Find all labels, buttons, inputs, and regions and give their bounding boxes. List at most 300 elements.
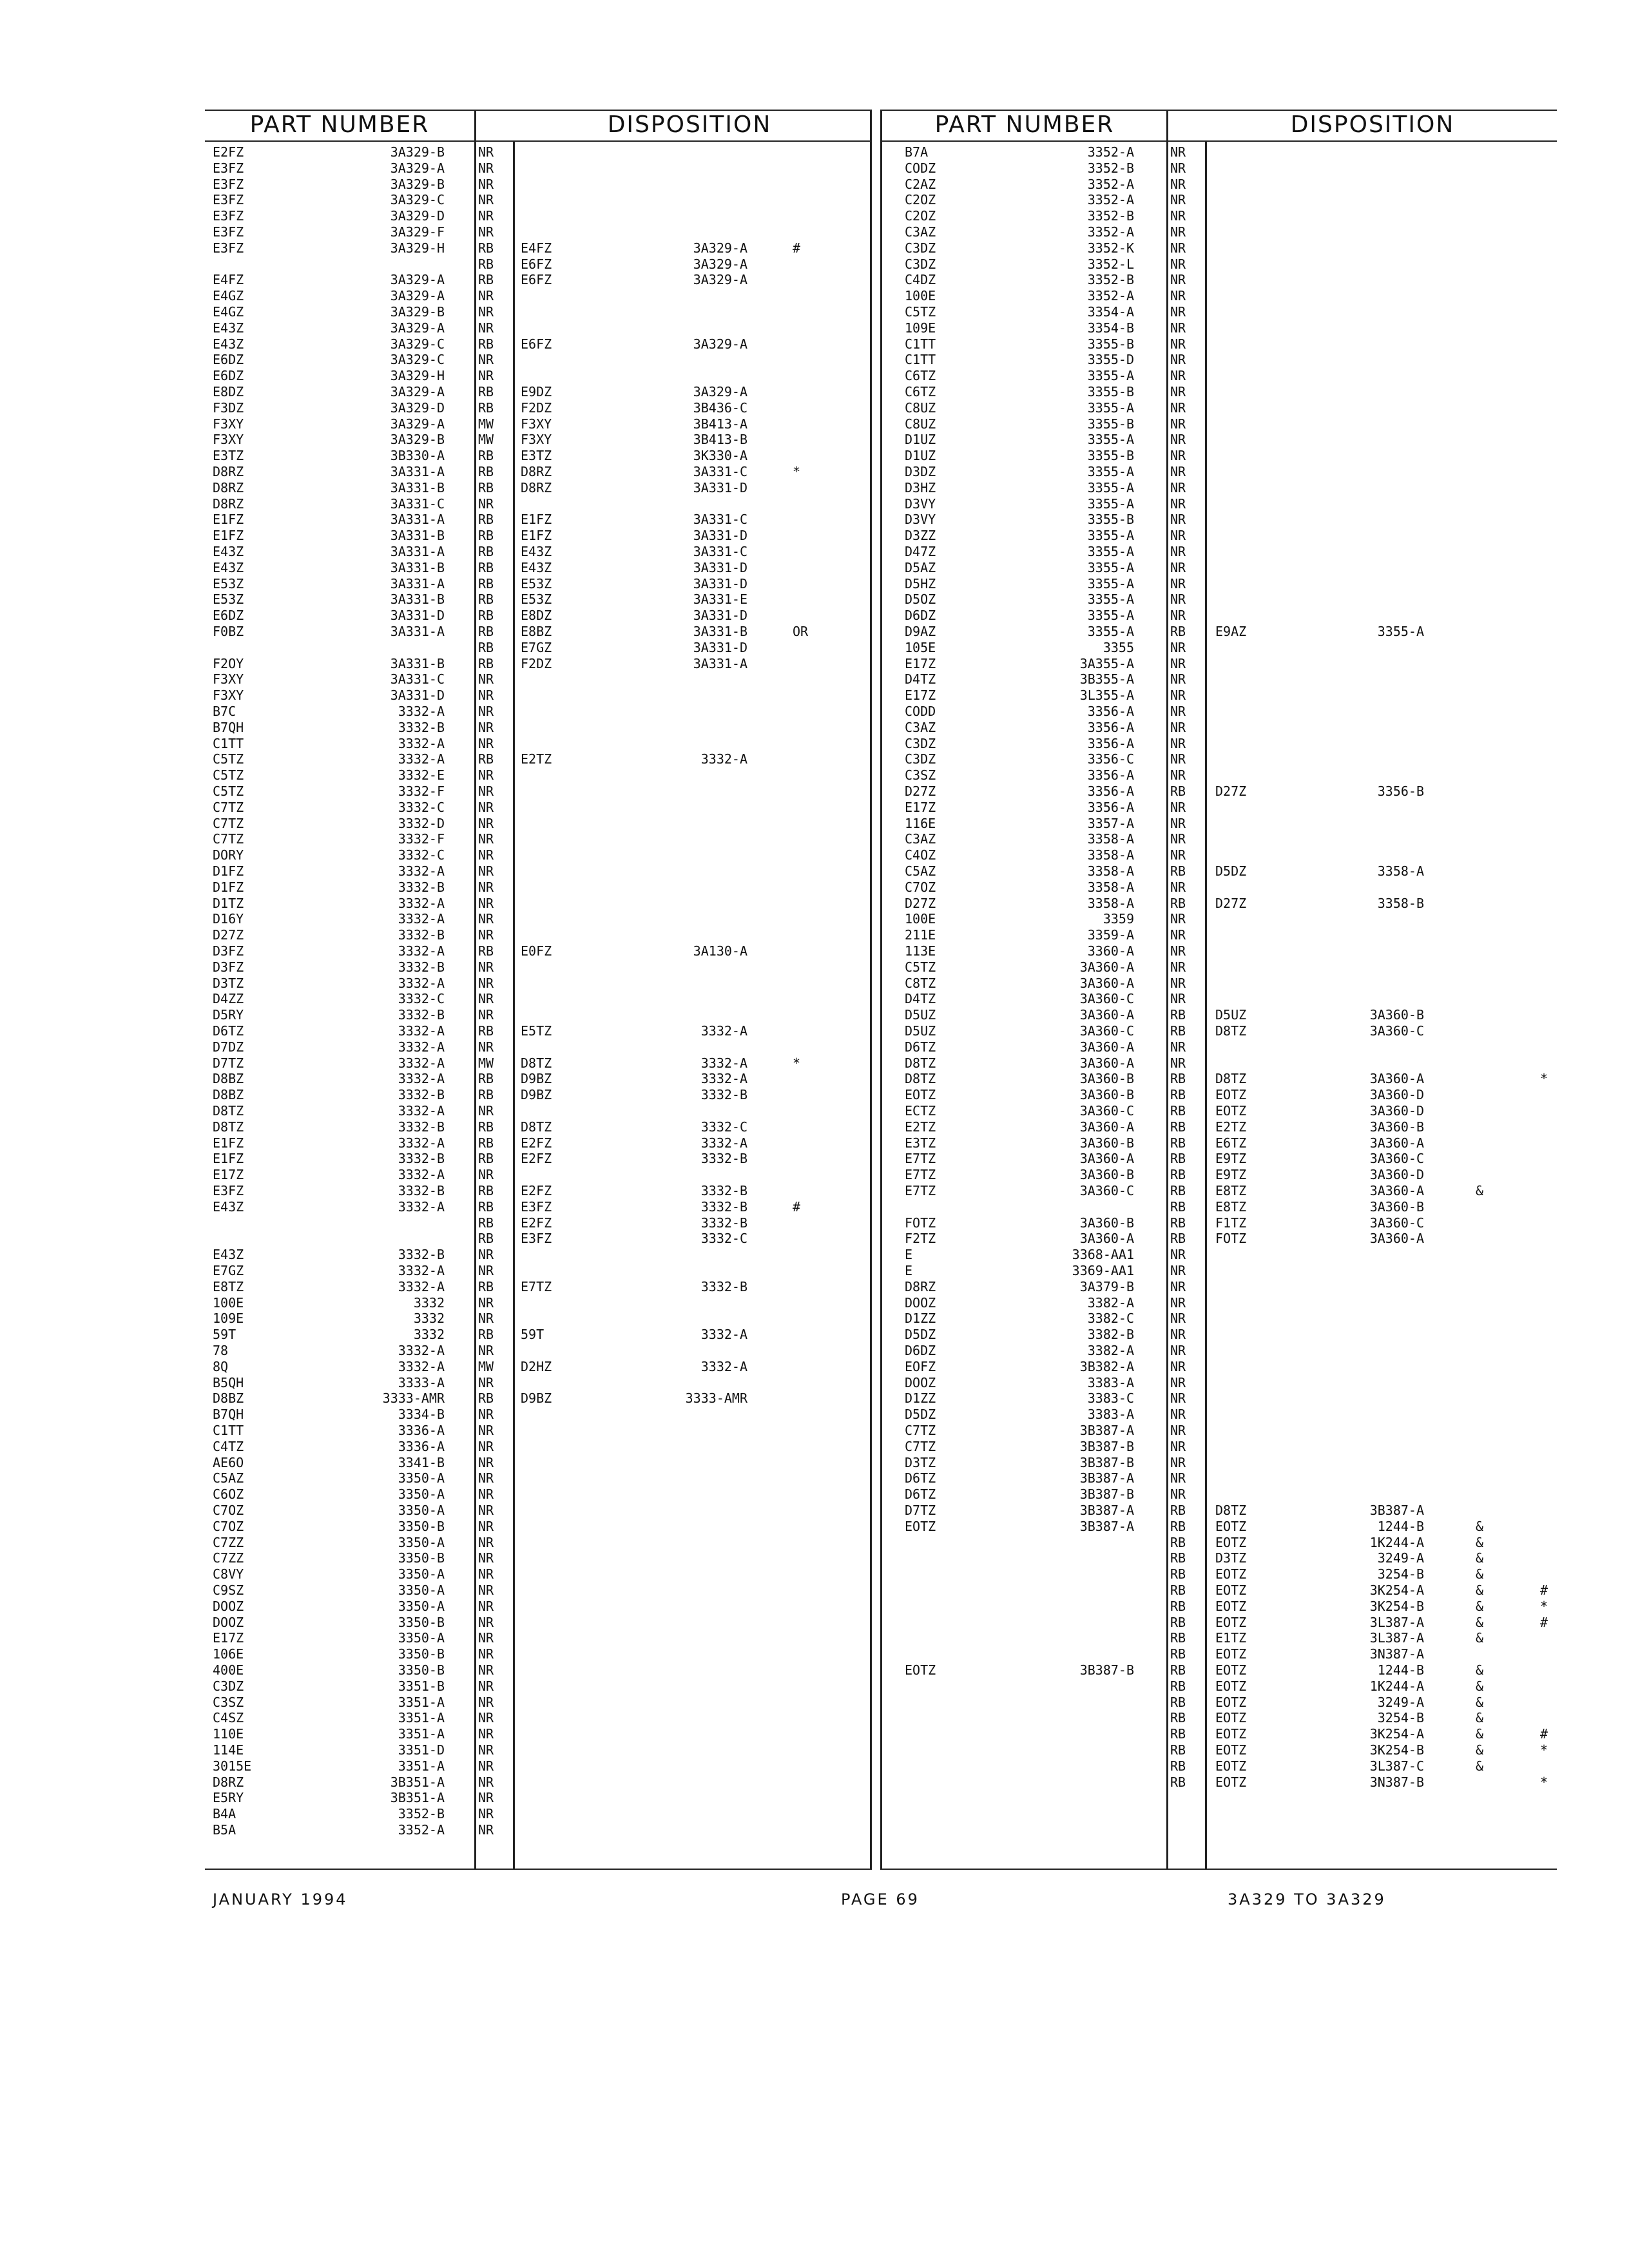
disp-code: RB <box>478 479 494 495</box>
disp-code: NR <box>478 1311 494 1327</box>
disp-code: NR <box>478 687 494 704</box>
disp-code: RB <box>1170 1566 1186 1582</box>
disp-code: MW <box>478 416 494 432</box>
new-base: 1244-B <box>1377 1662 1424 1678</box>
disp-code: NR <box>478 1470 494 1486</box>
part-prefix: 110E <box>213 1726 244 1742</box>
part-base: 3B387-B <box>1079 1438 1134 1454</box>
part-base: 3A331-D <box>390 608 445 624</box>
table-row <box>0 544 1629 559</box>
part-prefix: D3VY <box>905 495 936 512</box>
footer-date: JANUARY 1994 <box>213 1890 348 1908</box>
part-base: 3A360-A <box>1079 1039 1134 1055</box>
disp-code: NR <box>478 1646 494 1662</box>
part-base: 3369-AA1 <box>1072 1263 1134 1278</box>
note-mark: * <box>793 464 801 479</box>
new-base: 3A329-A <box>693 384 747 399</box>
disp-code: NR <box>478 144 494 160</box>
disp-code: NR <box>478 368 494 384</box>
part-prefix: C4SZ <box>213 1710 244 1726</box>
disp-code: NR <box>1170 288 1186 304</box>
disp-code: NR <box>478 304 494 320</box>
part-prefix: E43Z <box>213 544 244 559</box>
part-base: 3332-A <box>398 863 445 879</box>
table-row <box>0 1279 1629 1294</box>
part-prefix: C5TZ <box>213 751 244 767</box>
part-base: 3383-A <box>1087 1407 1134 1423</box>
new-prefix: EOTZ <box>1215 1646 1247 1662</box>
new-base: 3332-B <box>700 1183 747 1198</box>
part-base: 3332 <box>413 1294 445 1311</box>
disp-code: NR <box>1170 815 1186 831</box>
disp-code: NR <box>478 1742 494 1758</box>
new-prefix: D8TZ <box>521 1055 552 1071</box>
table-row <box>0 400 1629 416</box>
part-prefix: C1TT <box>213 1423 244 1438</box>
part-prefix: F2TZ <box>905 1231 936 1247</box>
disp-code: NR <box>478 160 494 176</box>
part-prefix: E <box>905 1263 913 1278</box>
part-base: 3A360-B <box>1079 1215 1134 1231</box>
part-base: 3B382-A <box>1079 1358 1134 1374</box>
disp-code: RB <box>1170 1087 1186 1103</box>
disp-code: NR <box>1170 512 1186 528</box>
table-row <box>0 1007 1629 1023</box>
disp-code: RB <box>478 1119 494 1135</box>
disp-code: NR <box>1170 432 1186 448</box>
part-base: 3A329-A <box>390 160 445 176</box>
part-base: 3332-D <box>398 815 445 831</box>
new-prefix: EOTZ <box>1215 1518 1247 1534</box>
part-prefix: F3XY <box>213 687 244 704</box>
new-prefix: EOTZ <box>1215 1774 1247 1790</box>
new-base: 3K254-A <box>1369 1582 1424 1598</box>
disp-code: NR <box>1170 655 1186 671</box>
new-prefix: E1FZ <box>521 512 552 528</box>
part-base: 3355-A <box>1087 608 1134 624</box>
disp-code: NR <box>478 1103 494 1119</box>
part-prefix: D27Z <box>905 895 936 911</box>
disp-code: NR <box>1170 911 1186 927</box>
disp-code: NR <box>1170 1263 1186 1278</box>
part-prefix: C1TT <box>905 352 936 368</box>
part-prefix: B7QH <box>213 719 244 735</box>
new-prefix: D5DZ <box>1215 863 1247 879</box>
part-base: 3A360-B <box>1079 1135 1134 1151</box>
part-prefix: 100E <box>213 1294 244 1311</box>
disp-code: RB <box>478 624 494 639</box>
part-prefix: D5UZ <box>905 1023 936 1039</box>
disp-code: NR <box>478 927 494 943</box>
part-prefix: C2OZ <box>905 192 936 208</box>
disp-code: NR <box>1170 704 1186 719</box>
disp-code: RB <box>478 1327 494 1343</box>
part-prefix: E43Z <box>213 320 244 336</box>
part-base: 3332-A <box>398 943 445 959</box>
disp-code: NR <box>478 208 494 224</box>
part-base: 3332-A <box>398 1358 445 1374</box>
part-prefix: D8RZ <box>905 1278 936 1294</box>
disp-code: NR <box>478 1518 494 1534</box>
part-base: 3A331-A <box>390 544 445 559</box>
part-prefix: 114E <box>213 1742 244 1758</box>
disp-code: RB <box>478 528 494 544</box>
part-prefix: E3FZ <box>213 1183 244 1198</box>
part-prefix: 59T <box>213 1327 236 1343</box>
part-base: 3332-A <box>398 704 445 719</box>
part-base: 3A360-A <box>1079 1231 1134 1247</box>
disp-code: NR <box>1170 767 1186 783</box>
part-base: 3358-A <box>1087 879 1134 895</box>
part-prefix: E3FZ <box>213 192 244 208</box>
table-row <box>0 1550 1629 1566</box>
new-base: 3A331-D <box>693 559 747 575</box>
part-prefix: E6DZ <box>213 352 244 368</box>
disp-code: RB <box>1170 1694 1186 1710</box>
part-base: 3332-A <box>398 1278 445 1294</box>
bottom-rule-right <box>880 1869 1557 1870</box>
table-row <box>0 704 1629 719</box>
disp-code: NR <box>478 320 494 336</box>
table-row <box>0 208 1629 224</box>
table-row <box>0 1231 1629 1246</box>
part-base: 3A331-B <box>390 591 445 608</box>
table-row <box>0 432 1629 447</box>
part-prefix: E3FZ <box>213 224 244 240</box>
new-prefix: E6FZ <box>521 272 552 288</box>
disp-code: MW <box>478 1358 494 1374</box>
table-row <box>0 1390 1629 1406</box>
left-disposition-header: DISPOSITION <box>607 111 772 138</box>
part-prefix: D8RZ <box>213 479 244 495</box>
part-prefix: B5A <box>213 1822 236 1838</box>
disp-code: RB <box>1170 1774 1186 1790</box>
new-prefix: D8TZ <box>1215 1071 1247 1087</box>
part-prefix: C5TZ <box>213 767 244 783</box>
part-base: 3358-A <box>1087 847 1134 863</box>
table-row <box>0 927 1629 943</box>
new-base: 3B436-C <box>693 399 747 416</box>
disp-code: NR <box>1170 1423 1186 1438</box>
part-prefix: C5TZ <box>905 304 936 320</box>
part-base: 3355 <box>1103 639 1134 655</box>
disp-code: RB <box>478 512 494 528</box>
table-row <box>0 1519 1629 1534</box>
disp-code: NR <box>478 975 494 991</box>
table-row <box>0 320 1629 336</box>
table-row <box>0 863 1629 879</box>
part-prefix: E6DZ <box>213 608 244 624</box>
new-base: 3N387-A <box>1369 1646 1424 1662</box>
new-prefix: F1TZ <box>1215 1215 1247 1231</box>
new-prefix: E7GZ <box>521 639 552 655</box>
table-row <box>0 256 1629 272</box>
disp-code: NR <box>1170 831 1186 847</box>
table-row <box>0 160 1629 176</box>
new-base: 3A331-C <box>693 512 747 528</box>
part-base: 3332-A <box>398 1167 445 1183</box>
part-base: 3359-A <box>1087 927 1134 943</box>
part-base: 3351-D <box>398 1742 445 1758</box>
disp-code: NR <box>1170 1055 1186 1071</box>
new-prefix: EOTZ <box>1215 1534 1247 1550</box>
part-base: 3350-B <box>398 1550 445 1566</box>
table-row <box>0 1359 1629 1374</box>
part-prefix: 211E <box>905 927 936 943</box>
new-prefix: E3FZ <box>521 1198 552 1215</box>
disp-code: NR <box>1170 1486 1186 1503</box>
part-prefix: E4FZ <box>213 272 244 288</box>
disp-code: RB <box>478 1023 494 1039</box>
right-disposition-header: DISPOSITION <box>1290 111 1455 138</box>
part-base: 3350-A <box>398 1582 445 1598</box>
note-mark: & <box>1476 1518 1484 1534</box>
disp-code: RB <box>1170 1630 1186 1646</box>
new-base: 3L387-C <box>1369 1758 1424 1774</box>
disp-code: RB <box>1170 624 1186 639</box>
disp-code: NR <box>1170 1294 1186 1311</box>
disp-code: NR <box>478 1407 494 1423</box>
new-base: 3K254-B <box>1369 1598 1424 1614</box>
new-prefix: EOTZ <box>1215 1694 1247 1710</box>
disp-code: RB <box>1170 1215 1186 1231</box>
disp-code: NR <box>1170 528 1186 544</box>
disp-code: NR <box>478 1822 494 1838</box>
part-base: 3A360-B <box>1079 1071 1134 1087</box>
part-prefix: D8TZ <box>213 1103 244 1119</box>
new-base: 3A331-C <box>693 544 747 559</box>
part-base: 3A329-A <box>390 416 445 432</box>
new-base: 3332-A <box>700 1071 747 1087</box>
new-base: 3332-C <box>700 1119 747 1135</box>
part-prefix: 100E <box>905 911 936 927</box>
new-prefix: EOTZ <box>1215 1598 1247 1614</box>
part-prefix: D1ZZ <box>905 1390 936 1407</box>
new-base: 1244-B <box>1377 1518 1424 1534</box>
part-base: 3A355-A <box>1079 655 1134 671</box>
disp-code: NR <box>478 1806 494 1822</box>
new-base: 3A331-D <box>693 528 747 544</box>
disp-code: NR <box>1170 208 1186 224</box>
part-base: 3355-A <box>1087 575 1134 591</box>
new-prefix: EOTZ <box>1215 1758 1247 1774</box>
part-prefix: C3DZ <box>213 1678 244 1694</box>
table-row <box>0 591 1629 607</box>
disp-code: NR <box>1170 1278 1186 1294</box>
part-base: 3356-A <box>1087 767 1134 783</box>
new-prefix: D8TZ <box>521 1119 552 1135</box>
part-base: 3355-A <box>1087 464 1134 479</box>
part-base: 3A331-C <box>390 495 445 512</box>
disp-code: NR <box>478 719 494 735</box>
part-base: 3A329-A <box>390 288 445 304</box>
disp-code: NR <box>1170 735 1186 751</box>
part-prefix: E4GZ <box>213 304 244 320</box>
table-row <box>0 240 1629 256</box>
new-base: 3332-C <box>700 1231 747 1247</box>
part-prefix: B4A <box>213 1806 236 1822</box>
disp-code: NR <box>478 1039 494 1055</box>
disp-code: RB <box>1170 1023 1186 1039</box>
disp-code: NR <box>1170 991 1186 1007</box>
table-row <box>0 1646 1629 1662</box>
part-base: 3B387-A <box>1079 1423 1134 1438</box>
table-row <box>0 1055 1629 1071</box>
disp-code: NR <box>478 1598 494 1614</box>
disp-code: RB <box>1170 1135 1186 1151</box>
new-base: 3A331-A <box>693 655 747 671</box>
part-prefix: C1TT <box>905 336 936 352</box>
disp-code: RB <box>478 639 494 655</box>
part-base: 3350-A <box>398 1503 445 1518</box>
new-prefix: D3TZ <box>1215 1550 1247 1566</box>
part-prefix: E43Z <box>213 1247 244 1263</box>
part-prefix: E7TZ <box>905 1151 936 1167</box>
part-prefix: E1FZ <box>213 1151 244 1167</box>
new-prefix: EOTZ <box>1215 1678 1247 1694</box>
new-base: 3K330-A <box>693 448 747 464</box>
new-base: 3358-A <box>1377 863 1424 879</box>
part-base: 3A329-D <box>390 399 445 416</box>
new-prefix: D9BZ <box>521 1390 552 1407</box>
disp-code: RB <box>478 399 494 416</box>
table-row <box>0 1375 1629 1390</box>
part-prefix: C7ZZ <box>213 1550 244 1566</box>
disp-code: NR <box>1170 751 1186 767</box>
part-prefix: 106E <box>213 1646 244 1662</box>
part-prefix: E7TZ <box>905 1183 936 1198</box>
part-prefix: 113E <box>905 943 936 959</box>
note-mark: & <box>1476 1726 1484 1742</box>
part-prefix: D5DZ <box>905 1407 936 1423</box>
disp-code: NR <box>1170 1343 1186 1358</box>
part-base: 3355-B <box>1087 448 1134 464</box>
table-row <box>0 144 1629 160</box>
disp-code: NR <box>478 1486 494 1503</box>
table-row <box>0 1135 1629 1151</box>
part-prefix: C7OZ <box>213 1518 244 1534</box>
part-prefix: B5QH <box>213 1374 244 1390</box>
part-prefix: DOOZ <box>213 1614 244 1630</box>
part-prefix: D8BZ <box>213 1087 244 1103</box>
part-prefix: D8RZ <box>213 1774 244 1790</box>
new-base: 3A360-B <box>1369 1119 1424 1135</box>
part-base: 3B387-B <box>1079 1486 1134 1503</box>
new-base: 3332-B <box>700 1087 747 1103</box>
new-base: 3332-B <box>700 1278 747 1294</box>
disp-code: NR <box>478 352 494 368</box>
part-prefix: E7TZ <box>905 1167 936 1183</box>
part-base: 3A329-F <box>390 224 445 240</box>
part-prefix: C3SZ <box>213 1694 244 1710</box>
part-prefix: D1ZZ <box>905 1311 936 1327</box>
disp-code: NR <box>1170 304 1186 320</box>
table-row <box>0 224 1629 240</box>
part-base: 3351-A <box>398 1758 445 1774</box>
disp-code: RB <box>1170 1662 1186 1678</box>
part-prefix: C7TZ <box>213 815 244 831</box>
part-base: 3A331-B <box>390 559 445 575</box>
part-prefix: E3FZ <box>213 176 244 192</box>
note-mark: & <box>1476 1742 1484 1758</box>
part-prefix: 78 <box>213 1343 229 1358</box>
new-base: 3N387-B <box>1369 1774 1424 1790</box>
disp-code: RB <box>478 608 494 624</box>
new-base: 3A360-A <box>1369 1071 1424 1087</box>
table-row <box>0 847 1629 863</box>
disp-code: RB <box>1170 1007 1186 1023</box>
part-base: 3332-A <box>398 735 445 751</box>
part-prefix: D1FZ <box>213 879 244 895</box>
disp-code: NR <box>1170 847 1186 863</box>
table-row <box>0 1167 1629 1182</box>
new-prefix: E6FZ <box>521 256 552 272</box>
part-base: 3A360-C <box>1079 991 1134 1007</box>
new-prefix: EOTZ <box>1215 1726 1247 1742</box>
table-row <box>0 1071 1629 1086</box>
new-prefix: E1FZ <box>521 528 552 544</box>
part-prefix: C5AZ <box>213 1470 244 1486</box>
part-base: 3A329-B <box>390 144 445 160</box>
part-prefix: DOOZ <box>213 1598 244 1614</box>
new-base: 3358-B <box>1377 895 1424 911</box>
part-prefix: C1TT <box>213 735 244 751</box>
part-prefix: D4TZ <box>905 991 936 1007</box>
note-mark: & <box>1476 1582 1484 1598</box>
new-base: 3A329-A <box>693 336 747 352</box>
part-base: 3352-A <box>1087 176 1134 192</box>
new-prefix: E43Z <box>521 559 552 575</box>
part-prefix: E3TZ <box>213 448 244 464</box>
note-mark: & <box>1476 1598 1484 1614</box>
disp-code: NR <box>1170 495 1186 512</box>
part-prefix: DORY <box>213 847 244 863</box>
disp-code: NR <box>478 1726 494 1742</box>
part-prefix: F0BZ <box>213 624 244 639</box>
part-base: 3A360-C <box>1079 1023 1134 1039</box>
disp-code: NR <box>478 1438 494 1454</box>
disp-code: NR <box>1170 272 1186 288</box>
part-prefix: C9SZ <box>213 1582 244 1598</box>
part-prefix: F3DZ <box>213 399 244 416</box>
table-row <box>0 720 1629 735</box>
part-base: 3355-A <box>1087 559 1134 575</box>
part-prefix: E2FZ <box>213 144 244 160</box>
part-prefix: E17Z <box>213 1167 244 1183</box>
new-prefix: EOTZ <box>1215 1103 1247 1119</box>
table-row <box>0 1599 1629 1614</box>
part-base: 3A331-A <box>390 575 445 591</box>
part-prefix: E3FZ <box>213 160 244 176</box>
table-row <box>0 1103 1629 1119</box>
part-prefix: D5RY <box>213 1007 244 1023</box>
part-base: 3A360-A <box>1079 1119 1134 1135</box>
part-prefix: D3ZZ <box>905 528 936 544</box>
part-prefix: 116E <box>905 815 936 831</box>
new-base: 3A360-D <box>1369 1087 1424 1103</box>
part-prefix: E17Z <box>905 655 936 671</box>
disp-code: NR <box>478 1247 494 1263</box>
new-prefix: E6TZ <box>1215 1135 1247 1151</box>
disp-code: NR <box>1170 799 1186 815</box>
disp-code: RB <box>478 751 494 767</box>
new-prefix: EOTZ <box>1215 1742 1247 1758</box>
disp-code: NR <box>478 1534 494 1550</box>
new-base: 3332-B <box>700 1198 747 1215</box>
disp-code: NR <box>478 1614 494 1630</box>
disp-code: NR <box>478 1503 494 1518</box>
table-row <box>0 480 1629 495</box>
